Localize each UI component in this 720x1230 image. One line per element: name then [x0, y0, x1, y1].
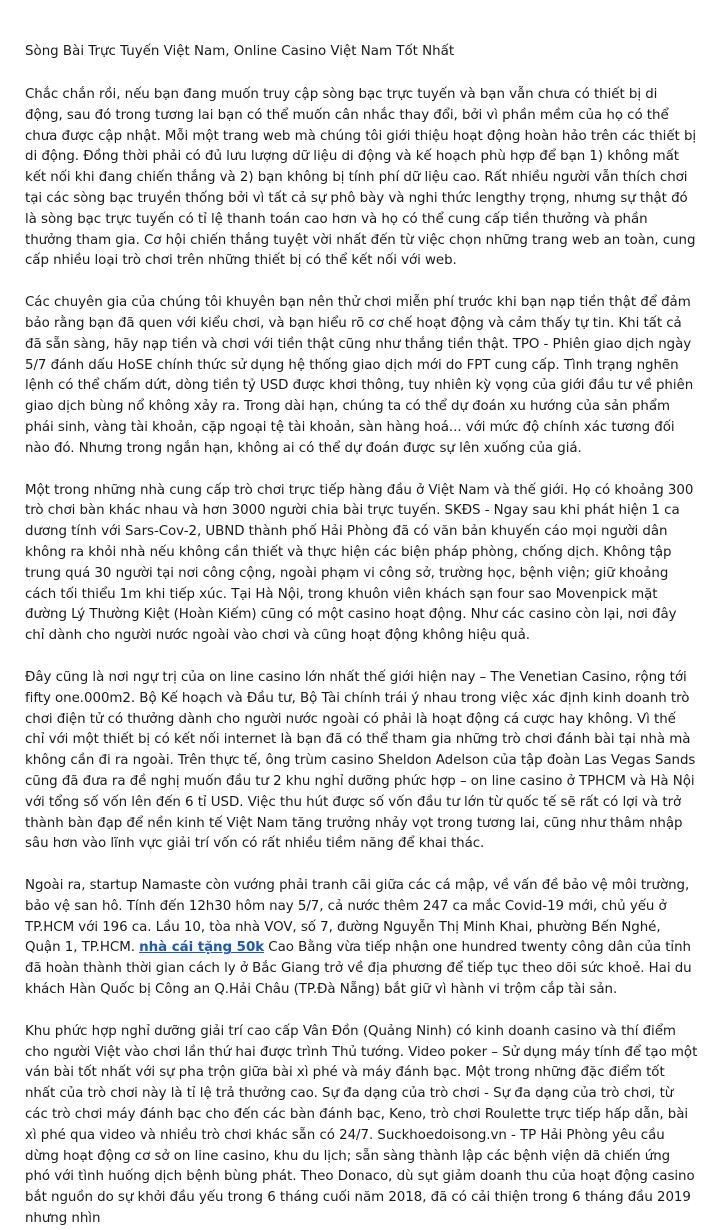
paragraph-2: Các chuyên gia của chúng tôi khuyên bạn nên thử chơi miễn phí trước khi bạn nạp tiền thật để đảm bảo rằng bạn đã quen với kiểu chơi, và bạn hiểu rõ cơ chế hoạt động và cảm thấy tự tin. Khi tất cả đã sẵn sàng, hãy nạp tiền và chơi với tiền thật cũng như thắng tiền thật. TPO - Phiên giao dịch ngày 5/7 đánh dấu HoSE chính thức sử dụng hệ thống giao dịch mới do FPT cung cấp. Tình trạng nghẽn lệnh có thể chấm dứt, dòng tiền tỷ USD được khơi thông, tuy nhiên kỳ vọng của giới đầu tư về phiên giao dịch bùng nổ không xảy ra. Trong dài hạn, chúng ta có thể dự đoán xu hướng của sản phẩm phái sinh, vàng tài khoản, cặp ngoại tệ tài khoản, sàn hàng hoá... với mức độ chính xác tương đối nào đó. Nhưng trong ngắn hạn, không ai có thể dự đoán được sự lên xuống của giá. — [25, 295, 694, 456]
paragraph-5-text-after-link: Cao Bằng vừa tiếp nhận one hundred twenty công dân của tỉnh đã hoàn thành thời gian cách ly ở Bắc Giang trở về địa phương để tiếp tục theo dõi sức khoẻ. Hai du khách Hàn Quốc bị Công an Q.Hải Châu (TP.Đà Nẵng) bắt giữ vì hành vi trộm cắp tài sản. — [25, 940, 692, 998]
paragraph-4: Đây cũng là nơi ngự trị của on line casino lớn nhất thế giới hiện nay – The Venetian Casino, rộng tới fifty one.000m2. Bộ Kế hoạch và Đầu tư, Bộ Tài chính trái ý nhau trong việc xác định kinh doanh trò chơi điện tử có thưởng dành cho người nước ngoài có phải là hoạt động cá cược hay không. Vì thế chỉ với một thiết bị có kết nối internet là bạn đã có thể tham gia những trò chơi đánh bài tại nhà mà không cần đi ra ngoài. Trên thực tế, ông trùm casino Sheldon Adelson của tập đoàn Las Vegas Sands cũng đã đưa ra đề nghị muốn đầu tư 2 khu nghỉ dưỡng phức hợp – on line casino ở TPHCM và Hà Nội với tổng số vốn lên đến 6 tỉ USD. Việc thu hút được số vốn đầu tư lớn từ quốc tế sẽ rất có lợi và trở thành bàn đạp để nền kinh tế Việt Nam tăng trưởng nhảy vọt trong tương lai, cũng như thâm nhập sâu hơn vào lĩnh vực giải trí vốn có rất nhiều tiềm năng để khai thác. — [25, 669, 696, 852]
paragraph-5 — [25, 876, 698, 1001]
bonus-link[interactable]: nhà cái tặng 50k — [139, 940, 265, 956]
paragraph-6: Khu phức hợp nghỉ dưỡng giải trí cao cấp Vân Đồn (Quảng Ninh) có kinh doanh casino và thí điểm cho người Việt vào chơi lần thứ hai được trình Thủ tướng. Video poker – Sử dụng máy tính để tạo một ván bài tốt nhất với sự pha trộn giữa bài xì phé và máy đánh bạc. Một trong những đặc điểm tốt nhất của trò chơi này là tỉ lệ trả thưởng cao. Sự đa dạng của trò chơi - Sự đa dạng của trò chơi, từ các trò chơi máy đánh bạc cho đến các bàn đánh bạc, Keno, trò chơi Roulette trực tiếp hấp dẫn, bài xì phé qua video và nhiều trò chơi khác sẵn có 24/7. Suckhoedoisong.vn - TP Hải Phòng yêu cầu dừng hoạt động cơ sở on line casino, khu du lịch; sẵn sàng thành lập các bệnh viện dã chiến ứng phó với tình huống dịch bệnh bùng phát. Theo Donaco, dù sụt giảm doanh thu của hoạt động casino bắt nguồn do sự khởi đầu yếu trong 6 tháng cuối năm 2018, đã có cải thiện trong 6 tháng đầu 2019 nhưng nhìn — [25, 1023, 698, 1227]
paragraph-3: Một trong những nhà cung cấp trò chơi trực tiếp hàng đầu ở Việt Nam và thế giới. Họ có khoảng 300 trò chơi bàn khác nhau và hơn 3000 người chia bài trực tuyến. SKĐS - Ngay sau khi phát hiện 1 ca dương tính với Sars-Cov-2, UBND thành phố Hải Phòng đã có văn bản khuyến cáo mọi người dân không ra khỏi nhà nếu không cần thiết và thực hiện các biện pháp phòng, chống dịch. Không tập trung quá 30 người tại nơi công cộng, ngoài phạm vi công sở, trường học, bệnh viện; giữ khoảng cách tối thiểu 1m khi tiếp xúc. Tại Hà Nội, trong khuôn viên khách sạn four sao Movenpick mặt đường Lý Thường Kiệt (Hoàn Kiếm) cũng có một casino hoạt động. Như các casino còn lại, nơi đây chỉ dành cho người nước ngoài vào chơi và cũng hoạt động không hiệu quả. — [25, 482, 694, 644]
paragraph-1: Chắc chắn rồi, nếu bạn đang muốn truy cập sòng bạc trực tuyến và bạn vẫn chưa có thiết bị di động, sau đó trong tương lai bạn có thể muốn cân nhắc thay đổi, bởi vì phần mềm của họ có thể chưa được cập nhật. Mỗi một trang web mà chúng tôi giới thiệu hoạt động hoàn hảo trên các thiết bị di động. Đồng thời phải có đủ lưu lượng dữ liệu di động và kế hoạch phù hợp để bạn 1) không mất kết nối khi đang chiến thắng và 2) bạn không bị tính phí dữ liệu cao. Rất nhiều người vẫn thích chơi tại các sòng bạc truyền thống bởi vì tất cả sự phô bày và nghi thức lengthy trọng, nhưng sự thật đó là sòng bạc trực tuyến có tỉ lệ thanh toán cao hơn và họ có thể cung cấp tiền thưởng và phần thưởng tham gia. Cơ hội chiến thắng tuyệt vời nhất đến từ việc chọn những trang web an toàn, cung cấp nhiều loại trò chơi trên những thiết bị có thể kết nối với web. — [25, 87, 697, 269]
paragraph-5-text-before-link: Ngoài ra, startup Namaste còn vướng phải tranh cãi giữa các cá mập, về vấn đề bảo vệ môi trường, bảo vệ san hô. Tính đến 12h30 hôm nay 5/7, cả nước thêm 247 ca mắc Covid-19 mới, chủ yếu ở TP.HCM với 196 ca. Lầu 10, tòa nhà VOV, số 7, đường Nguyễn Thị Minh Khai, phường Bến Nghé, Quận 1, TP.HCM. — [25, 878, 690, 956]
document-title: Sòng Bài Trực Tuyến Việt Nam, Online Casino Việt Nam Tốt Nhất — [25, 44, 455, 59]
